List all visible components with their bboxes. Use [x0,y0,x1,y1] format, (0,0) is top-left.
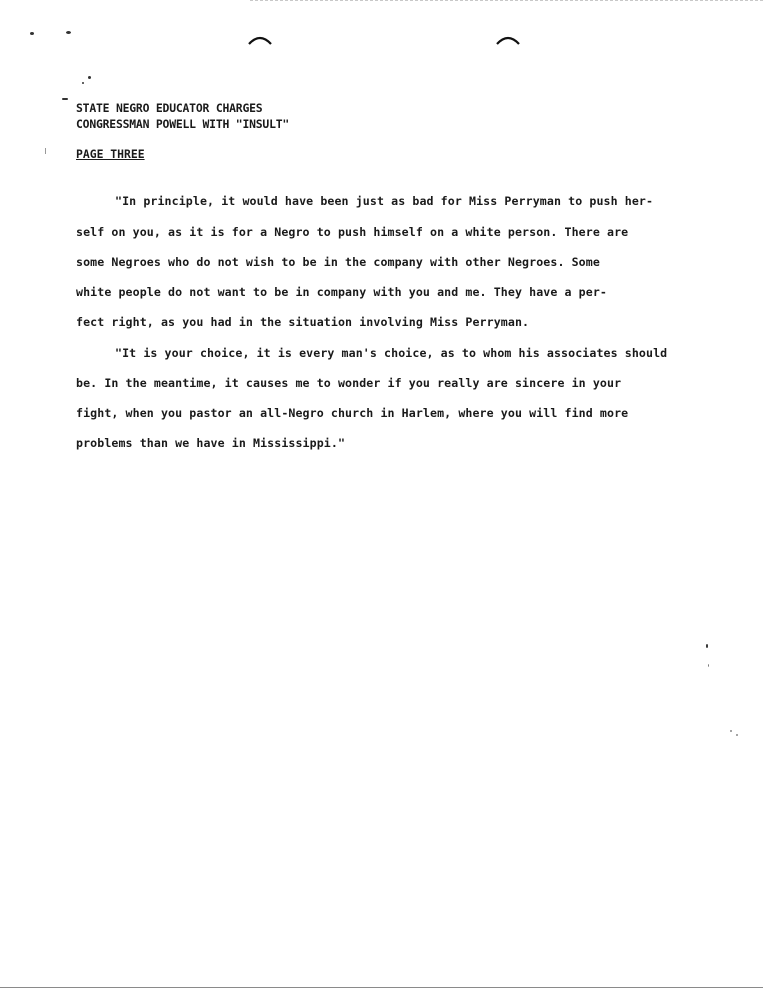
speck-mark [66,31,71,34]
speck-mark [736,734,738,736]
speck-mark [730,730,732,732]
top-edge-dashes [250,0,763,3]
body-line: "In principle, it would have been just as bad for Miss Perryman to push her- [115,194,654,208]
punch-hole-mark-left [248,34,272,46]
speck-mark [62,98,68,100]
body-line: some Negroes who do not wish to be in the company with other Negroes. Some [76,255,600,269]
body-line: "It is your choice, it is every man's choice, as to whom his associates should [115,346,668,360]
speck-mark [708,664,709,667]
speck-mark [82,82,84,84]
speck-mark [706,644,708,648]
body-line: be. In the meantime, it causes me to wonder if you really are sincere in your [76,376,622,390]
body-line: white people do not want to be in company with you and me. They have a per- [76,285,608,299]
bottom-edge-rule [0,987,763,988]
body-line: fect right, as you had in the situation involving Miss Perryman. [76,315,530,329]
speck-mark [30,32,34,35]
headline-line-1: STATE NEGRO EDUCATOR CHARGES [76,101,263,115]
punch-hole-mark-right [496,34,520,46]
speck-mark [45,148,46,154]
body-line: self on you, as it is for a Negro to push himself on a white person. There are [76,225,629,239]
page-label: PAGE THREE [76,147,145,161]
headline-line-2: CONGRESSMAN POWELL WITH "INSULT" [76,117,290,131]
body-line: problems than we have in Mississippi." [76,436,346,450]
document-headline [76,100,289,132]
body-line: fight, when you pastor an all-Negro church in Harlem, where you will find more [76,406,629,420]
speck-mark [88,76,91,79]
